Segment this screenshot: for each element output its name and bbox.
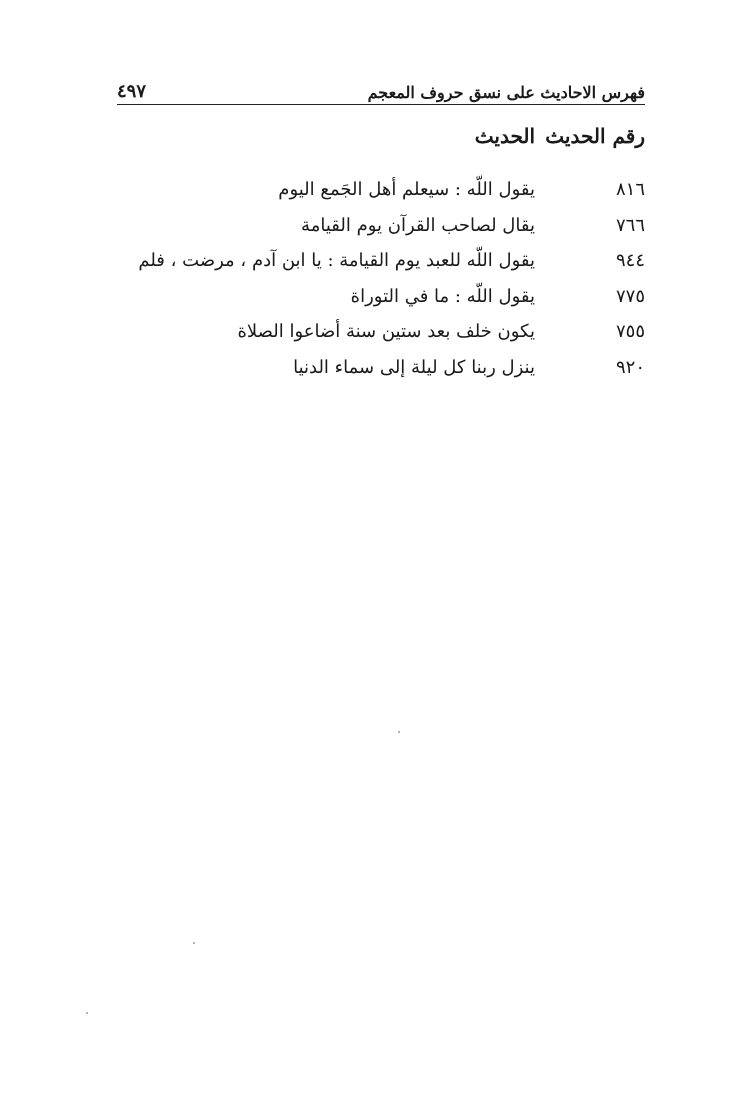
running-header [117, 72, 645, 102]
scan-speck [86, 1012, 88, 1014]
index-entry [138, 172, 645, 208]
hadith-number: ٩٤٤ [615, 250, 645, 272]
index-entry [138, 208, 645, 244]
hadith-text: يقول اللّه للعبد يوم القيامة : يا ابن آدم ، مرضت ، فلم [138, 250, 535, 272]
scan-speck [193, 942, 195, 944]
scan-speck [398, 731, 400, 733]
index-entry [138, 314, 645, 350]
page-number: ٤٩٧ [117, 81, 147, 102]
number-column-header: رقم الحديث [545, 124, 645, 148]
hadith-text: يقال لصاحب القرآن يوم القيامة [301, 214, 535, 236]
column-headers [475, 124, 645, 148]
hadith-number: ٩٢٠ [615, 356, 645, 378]
hadith-text: يقول اللّه : ما في التوراة [350, 285, 535, 307]
hadith-text: يكون خلف بعد ستين سنة أضاعوا الصلاة [237, 321, 535, 343]
hadith-number: ٧٧٥ [615, 285, 645, 307]
hadith-text: ينزل ربنا كل ليلة إلى سماء الدنيا [293, 356, 535, 378]
header-rule [117, 104, 645, 105]
hadith-number: ٧٦٦ [615, 214, 645, 236]
hadith-column-header: الحديث [474, 124, 535, 148]
running-title: فهرس الاحاديث على نسق حروف المعجم [367, 83, 645, 102]
index-entry [138, 243, 645, 279]
index-entry [138, 350, 645, 386]
hadith-number: ٨١٦ [615, 179, 645, 201]
hadith-number: ٧٥٥ [615, 321, 645, 343]
index-entry [138, 279, 645, 315]
hadith-text: يقول اللّه : سيعلم أهل الجَمع اليوم [278, 179, 535, 201]
hadith-index-list [138, 172, 645, 385]
